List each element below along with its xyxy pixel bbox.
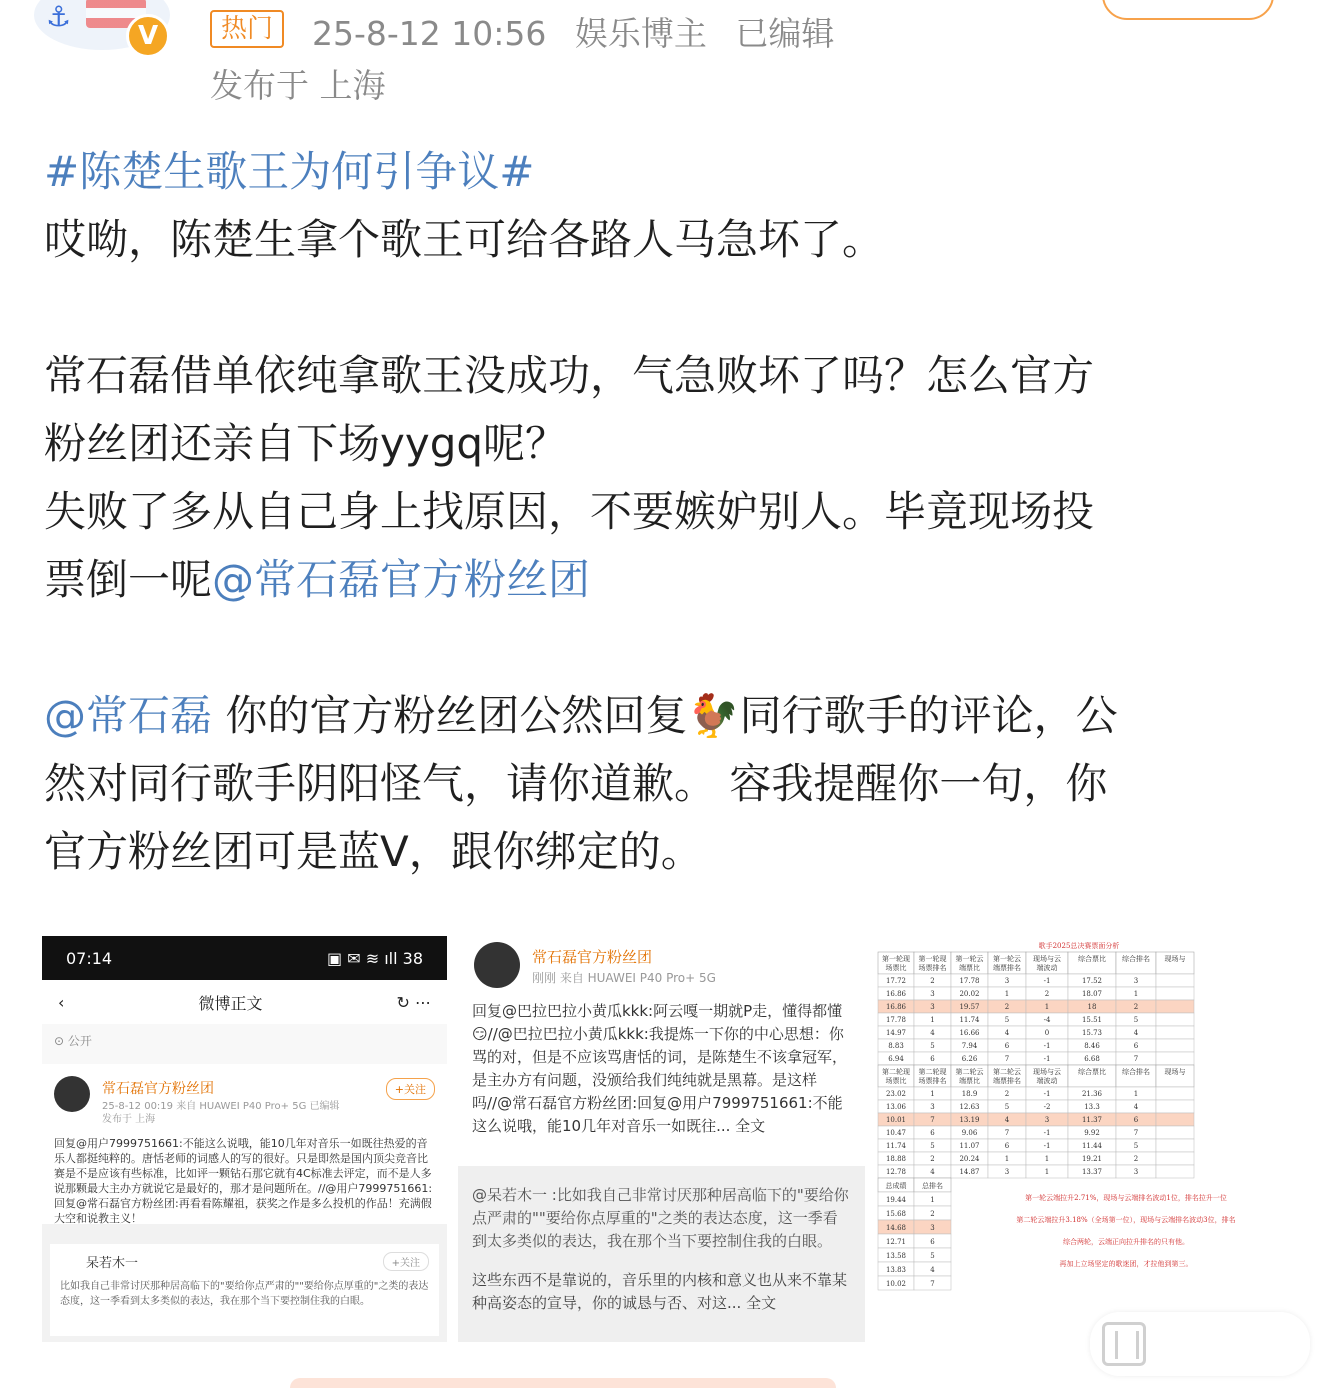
screenshot-card <box>42 1064 447 1224</box>
post-line: 官方粉丝团可是蓝V，跟你绑定的。 <box>44 827 703 876</box>
hashtag-link[interactable]: #陈楚生歌王为何引争议# <box>44 147 535 196</box>
table-cell-text: 14.68 <box>885 1224 907 1232</box>
status-icons: ▣ ✉ ≋ ıll 38 <box>327 948 423 968</box>
post-header <box>0 0 1320 110</box>
table-cell-text: 1 <box>1044 1155 1050 1163</box>
account-name: 常石磊官方粉丝团 <box>532 948 653 966</box>
avatar <box>474 942 520 988</box>
table-cell-text: 10.47 <box>885 1129 907 1137</box>
table-header-text: 端波动 <box>1036 1077 1058 1085</box>
table-cell-text: 4 <box>930 1029 935 1037</box>
post-line: 失败了多从自己身上找原因，不要嫉妒别人。毕竟现场投 <box>44 487 1095 536</box>
table-cell <box>1156 1026 1194 1039</box>
table-cell-text: 6.26 <box>961 1055 978 1063</box>
meta-text: 25-8-12 00:19 来自 HUAWEI P40 Pro+ 5G 已编辑 <box>102 1101 340 1112</box>
table-note: 再加上立场坚定的歌迷团，才拉他到第三。 <box>1059 1260 1193 1268</box>
table-header-text: 第一轮现 <box>882 955 910 963</box>
post-line: 粉丝团还亲自下场yygq呢？ <box>44 419 568 468</box>
mention-link[interactable]: @常石磊官方粉丝团 <box>212 555 591 604</box>
table-cell-text: 4 <box>1004 1116 1010 1124</box>
reply-author: 呆若木一 <box>86 1256 139 1271</box>
post-time: 25-8-12 10:56 <box>312 14 547 53</box>
follow-button[interactable] <box>1102 0 1274 20</box>
post-line: 哎呦，陈楚生拿个歌王可给各路人马急坏了。 <box>44 215 885 264</box>
table-cell-text: 13.37 <box>1081 1168 1103 1176</box>
table-cell-text: 3 <box>1133 977 1139 985</box>
table-cell <box>1156 1152 1194 1165</box>
quote-block <box>458 1172 865 1342</box>
mention-link[interactable]: @常石磊 <box>44 691 213 740</box>
table-header-text: 综合排名 <box>1122 955 1150 963</box>
table-cell-text: 14.97 <box>885 1029 907 1037</box>
table-cell-text: 3 <box>930 1003 935 1011</box>
table-cell-text: 18.88 <box>885 1155 907 1163</box>
screenshot-header <box>458 936 865 996</box>
table-cell-text: 5 <box>1004 1016 1010 1024</box>
table-cell-text: 5 <box>1004 1103 1010 1111</box>
table-cell <box>1156 987 1194 1000</box>
table-cell-text: 3 <box>1004 977 1010 985</box>
table-header-text: 端票排名 <box>993 1077 1021 1085</box>
reply-card <box>50 1244 439 1336</box>
table-cell-text: -1 <box>1043 1055 1051 1063</box>
follow-label: +关注 <box>386 1078 435 1100</box>
hot-tag: 热门 <box>210 10 284 48</box>
reply-text: 比如我自己非常讨厌那种居高临下的"要给你点严肃的""要给你点厚重的"之类的表达态度，这一季看到太多类似的表达，我在那个当下要控制住我的白眼。 <box>60 1281 429 1307</box>
table-cell-text: 2 <box>930 977 935 985</box>
table-cell-text: 6 <box>1133 1042 1139 1050</box>
battery-level: 38 <box>402 948 423 968</box>
table-cell-text: 2 <box>1044 990 1050 998</box>
reply-follow-label: +关注 <box>383 1252 429 1271</box>
table-cell-text: 9.06 <box>961 1129 978 1137</box>
table-header-text: 第二轮现 <box>918 1068 947 1076</box>
table-cell-text: 17.52 <box>1081 977 1103 985</box>
table-header-text: 现场与云 <box>1033 1068 1061 1076</box>
post-line: 你的官方粉丝团公然回复🐓同行歌手的评论，公 <box>225 691 1118 740</box>
table-cell-text: 8.46 <box>1084 1042 1100 1050</box>
table-cell-text: -2 <box>1043 1103 1051 1111</box>
phone-status-bar <box>42 936 447 980</box>
table-cell-text: 18 <box>1087 1003 1097 1011</box>
post-line: 常石磊借单依纯拿歌王没成功，气急败坏了吗？怎么官方 <box>44 351 1095 400</box>
table-cell-text: 6 <box>1004 1042 1010 1050</box>
table-cell-text: 21.36 <box>1081 1090 1103 1098</box>
image-thumbnail[interactable] <box>876 936 1282 1342</box>
table-cell <box>1156 1000 1194 1013</box>
table-cell-text: 8.83 <box>888 1042 904 1050</box>
vote-table <box>876 936 1282 1342</box>
table-cell-text: 13.19 <box>959 1116 980 1124</box>
share-icon: ↻ ⋯ <box>396 992 431 1012</box>
table-note: 第一轮云端拉升2.71%，现场与云端排名波动1位，排名拉升一位 <box>1025 1194 1227 1202</box>
account-name: 常石磊官方粉丝团 <box>102 1081 214 1097</box>
post-line: 然对同行歌手阴阳怪气，请你道歉。 容我提醒你一句，你 <box>44 759 1108 808</box>
table-header-text: 第一轮云 <box>955 955 984 963</box>
table-header-text: 场票排名 <box>918 1077 947 1085</box>
avatar <box>54 1076 90 1112</box>
table-cell-text: 6 <box>1133 1116 1139 1124</box>
table-cell-text: -1 <box>1043 1042 1051 1050</box>
table-cell-text: 11.37 <box>1081 1116 1103 1124</box>
quote-text-2: 这些东西不是靠说的，音乐里的内核和意义也从来不靠某种高姿态的宣导，你的诚恳与否、对这... 全文 <box>472 1271 848 1312</box>
table-cell-text: 1 <box>1133 990 1139 998</box>
table-cell-text: 7 <box>1133 1129 1139 1137</box>
table-cell-text: 4 <box>930 1168 935 1176</box>
table-cell <box>1156 1100 1194 1113</box>
account-meta <box>102 1100 340 1126</box>
table-cell <box>1156 1113 1194 1126</box>
table-cell-text: 2 <box>1133 1155 1139 1163</box>
table-cell <box>1156 1039 1194 1052</box>
nav-title: 微博正文 <box>198 993 263 1013</box>
back-icon: ‹ <box>58 992 65 1012</box>
table-header-text: 总成绩 <box>885 1182 907 1190</box>
table-cell-text: 2 <box>930 1210 935 1218</box>
table-cell-text: -4 <box>1043 1016 1051 1024</box>
table-header-text: 综合排名 <box>1122 1068 1150 1076</box>
table-cell-text: 3 <box>930 990 935 998</box>
visibility-text: 公开 <box>67 1034 92 1048</box>
table-cell-text: 7.94 <box>961 1042 978 1050</box>
table-title: 歌手2025总决赛票面分析 <box>1038 942 1120 950</box>
table-cell-text: 18.9 <box>961 1090 978 1098</box>
table-cell-text: 7 <box>1133 1055 1139 1063</box>
table-header-text: 现场与云 <box>1033 955 1061 963</box>
table-cell-text: 10.01 <box>885 1116 907 1124</box>
table-cell-text: 17.78 <box>959 977 980 985</box>
table-header-text: 场票比 <box>885 1077 907 1085</box>
table-header-text: 现场与 <box>1164 955 1186 963</box>
table-cell <box>1156 1139 1194 1152</box>
table-cell-text: 20.02 <box>959 990 980 998</box>
table-cell-text: 10.02 <box>885 1280 907 1288</box>
table-cell <box>1156 1013 1194 1026</box>
table-cell-text: 23.02 <box>885 1090 907 1098</box>
table-cell-text: 7 <box>1004 1055 1010 1063</box>
table-cell-text: 4 <box>1004 1029 1010 1037</box>
table-cell-text: 9.92 <box>1084 1129 1100 1137</box>
table-cell-text: 7 <box>930 1116 935 1124</box>
status-time: 07:14 <box>66 948 113 968</box>
table-cell-text: 6 <box>930 1055 935 1063</box>
table-header-text: 综合票比 <box>1078 955 1106 963</box>
table-cell-text: 7 <box>1004 1129 1010 1137</box>
account-meta: 刚刚 来自 HUAWEI P40 Pro+ 5G <box>532 971 716 985</box>
table-cell-text: 19.57 <box>959 1003 980 1011</box>
post-meta <box>312 8 852 55</box>
table-cell-text: 0 <box>1044 1029 1050 1037</box>
table-cell-text: 12.71 <box>885 1238 907 1246</box>
table-cell-text: 3 <box>1133 1168 1139 1176</box>
table-cell-text: 5 <box>930 1252 935 1260</box>
visibility-label: ⊙ 公开 <box>42 1024 447 1064</box>
meta-location: 发布于 上海 <box>102 1114 156 1125</box>
table-header-text: 端票排名 <box>993 964 1021 972</box>
table-cell-text: 5 <box>1133 1142 1139 1150</box>
table-cell-text: 5 <box>930 1042 935 1050</box>
table-cell-text: 20.24 <box>959 1155 980 1163</box>
table-cell-text: -1 <box>1043 1142 1051 1150</box>
table-cell-text: 3 <box>1004 1168 1010 1176</box>
table-cell-text: 6 <box>930 1238 935 1246</box>
table-note: 第二轮云端拉升3.18%（全场第一位），现场与云端排名波动3位，排名 <box>1016 1216 1236 1224</box>
table-header-text: 第二轮现 <box>882 1068 910 1076</box>
image-thumbnail[interactable] <box>458 936 865 1342</box>
table-cell-text: 6.94 <box>888 1055 904 1063</box>
comment-text: 回复@巴拉巴拉小黄瓜kkk:阿云嘎一期就P走，懂得都懂😏//@巴拉巴拉小黄瓜kkk:我提炼一下你的中心思想：你骂的对，但是不应该骂唐恬的词，是陈楚生不该拿冠军，是主办方有问题，没颁给我们纯纯就是黑幕。是这样吗//@常石磊官方粉丝团:回复@用户7999751661:不能这么说哦，能10几年对音乐一如既往... 全文 <box>458 996 865 1166</box>
table-cell-text: -1 <box>1043 977 1051 985</box>
table-header-text: 第一轮现 <box>918 955 947 963</box>
table-cell-text: 13.83 <box>885 1266 907 1274</box>
table-cell-text: 1 <box>1004 990 1010 998</box>
table-header-text: 第一轮云 <box>993 955 1021 963</box>
table-cell-text: -1 <box>1043 1129 1051 1137</box>
table-cell <box>1156 1052 1194 1065</box>
table-cell-text: 2 <box>1133 1003 1139 1011</box>
table-header-text: 端票比 <box>959 964 980 972</box>
table-cell-text: 15.68 <box>885 1210 907 1218</box>
table-cell-text: 18.07 <box>1081 990 1103 998</box>
anchor-icon: ⚓ <box>46 0 72 33</box>
table-cell-text: 12.63 <box>959 1103 980 1111</box>
table-cell-text: 12.78 <box>885 1168 907 1176</box>
table-cell-text: 11.07 <box>959 1142 980 1150</box>
quote-text: @呆若木一 :比如我自己非常讨厌那种居高临下的"要给你点严肃的""要给你点厚重的"之类的表达态度，这一季看到太多类似的表达，我在那个当下要控制住我的白眼。 <box>472 1186 849 1250</box>
table-header-text: 端票比 <box>959 1077 980 1085</box>
table-header-text: 总排名 <box>922 1182 943 1190</box>
table-cell-text: 3 <box>1044 1116 1050 1124</box>
post-body <box>44 138 1284 886</box>
table-cell-text: 1 <box>930 1196 935 1204</box>
post-line: 票倒一呢 <box>44 555 213 604</box>
table-cell-text: 2 <box>1004 1090 1010 1098</box>
table-cell-text: 11.44 <box>1081 1142 1103 1150</box>
table-header-text: 第二轮云 <box>955 1068 984 1076</box>
post-location: 发布于 上海 <box>210 66 386 105</box>
edited-label: 已编辑 <box>735 14 835 53</box>
table-cell-text: 1 <box>1044 1168 1050 1176</box>
table-cell-text: 5 <box>1133 1016 1139 1024</box>
gallery-icon <box>1102 1322 1146 1366</box>
table-cell-text: 1 <box>1044 1003 1050 1011</box>
image-thumbnail[interactable] <box>42 936 447 1342</box>
table-cell-text: 17.72 <box>885 977 907 985</box>
table-cell-text: 11.74 <box>959 1016 980 1024</box>
table-cell-text: 1 <box>930 1090 935 1098</box>
table-cell-text: 16.86 <box>885 990 907 998</box>
table-cell <box>1156 1165 1194 1178</box>
table-cell-text: 13.06 <box>885 1103 907 1111</box>
table-cell-text: 6 <box>930 1129 935 1137</box>
table-header-text: 现场与 <box>1164 1068 1186 1076</box>
image-grid <box>42 936 1282 1342</box>
table-cell-text: 2 <box>930 1155 935 1163</box>
table-cell-text: 15.73 <box>1081 1029 1103 1037</box>
table-header-text: 第二轮云 <box>993 1068 1021 1076</box>
table-cell-text: 16.66 <box>959 1029 980 1037</box>
table-cell-text: 1 <box>1133 1090 1139 1098</box>
table-cell-text: 14.87 <box>959 1168 980 1176</box>
table-cell-text: 6.68 <box>1084 1055 1100 1063</box>
table-cell-text: 16.86 <box>885 1003 907 1011</box>
table-cell-text: 7 <box>930 1280 935 1288</box>
table-cell-text: 15.51 <box>1081 1016 1103 1024</box>
table-cell-text: 4 <box>1133 1029 1139 1037</box>
table-cell-text: 3 <box>930 1224 935 1232</box>
table-cell-text: 4 <box>930 1266 935 1274</box>
screenshot-nav <box>42 980 447 1024</box>
table-cell <box>1156 1087 1194 1100</box>
table-cell-text: 19.21 <box>1081 1155 1103 1163</box>
table-header-text: 端波动 <box>1036 964 1058 972</box>
table-header-text: 场票比 <box>885 964 907 972</box>
table-cell-text: 1 <box>1004 1155 1010 1163</box>
table-cell-text: 11.74 <box>885 1142 907 1150</box>
table-cell <box>1156 974 1194 987</box>
table-cell-text: 4 <box>1133 1103 1139 1111</box>
table-note: 综合两轮，云端正向拉升排名的只有他。 <box>1063 1238 1189 1246</box>
image-count-button[interactable] <box>1090 1312 1310 1376</box>
table-cell-text: 1 <box>930 1016 935 1024</box>
author-type: 娱乐博主 <box>574 14 707 53</box>
table-cell <box>1156 1126 1194 1139</box>
table-cell-text: 19.44 <box>885 1196 907 1204</box>
table-header-text: 综合票比 <box>1078 1068 1106 1076</box>
table-cell-text: 6 <box>1004 1142 1010 1150</box>
bottom-action-bar[interactable] <box>290 1378 836 1388</box>
table-cell-text: 5 <box>930 1142 935 1150</box>
verified-badge-icon: V <box>126 14 170 58</box>
table-cell-text: 3 <box>930 1103 935 1111</box>
comment-text: 回复@用户7999751661:不能这么说哦，能10几年对音乐一如既往热爱的音乐人都挺纯粹的。唐恬老师的词感人的写的很好。只是即然是国内顶尖竞音比赛是不是应该有些标准，比如评一颗钻石那它就有4C标准去评定，而不是人多说那颗最大主办方就说它是最好的，那才是问题所在。//@用户7999751661:回复@常石磊官方粉丝团:再看看陈耀祖，获奖之作是多么投机的作品！充满假大空和说教主义！ <box>54 1137 433 1225</box>
table-cell-text: 13.3 <box>1084 1103 1100 1111</box>
table-header-text: 场票排名 <box>918 964 947 972</box>
table-cell-text: -1 <box>1043 1090 1051 1098</box>
table-cell-text: 2 <box>1004 1003 1010 1011</box>
table-cell-text: 13.58 <box>885 1252 907 1260</box>
table-cell-text: 17.78 <box>885 1016 907 1024</box>
